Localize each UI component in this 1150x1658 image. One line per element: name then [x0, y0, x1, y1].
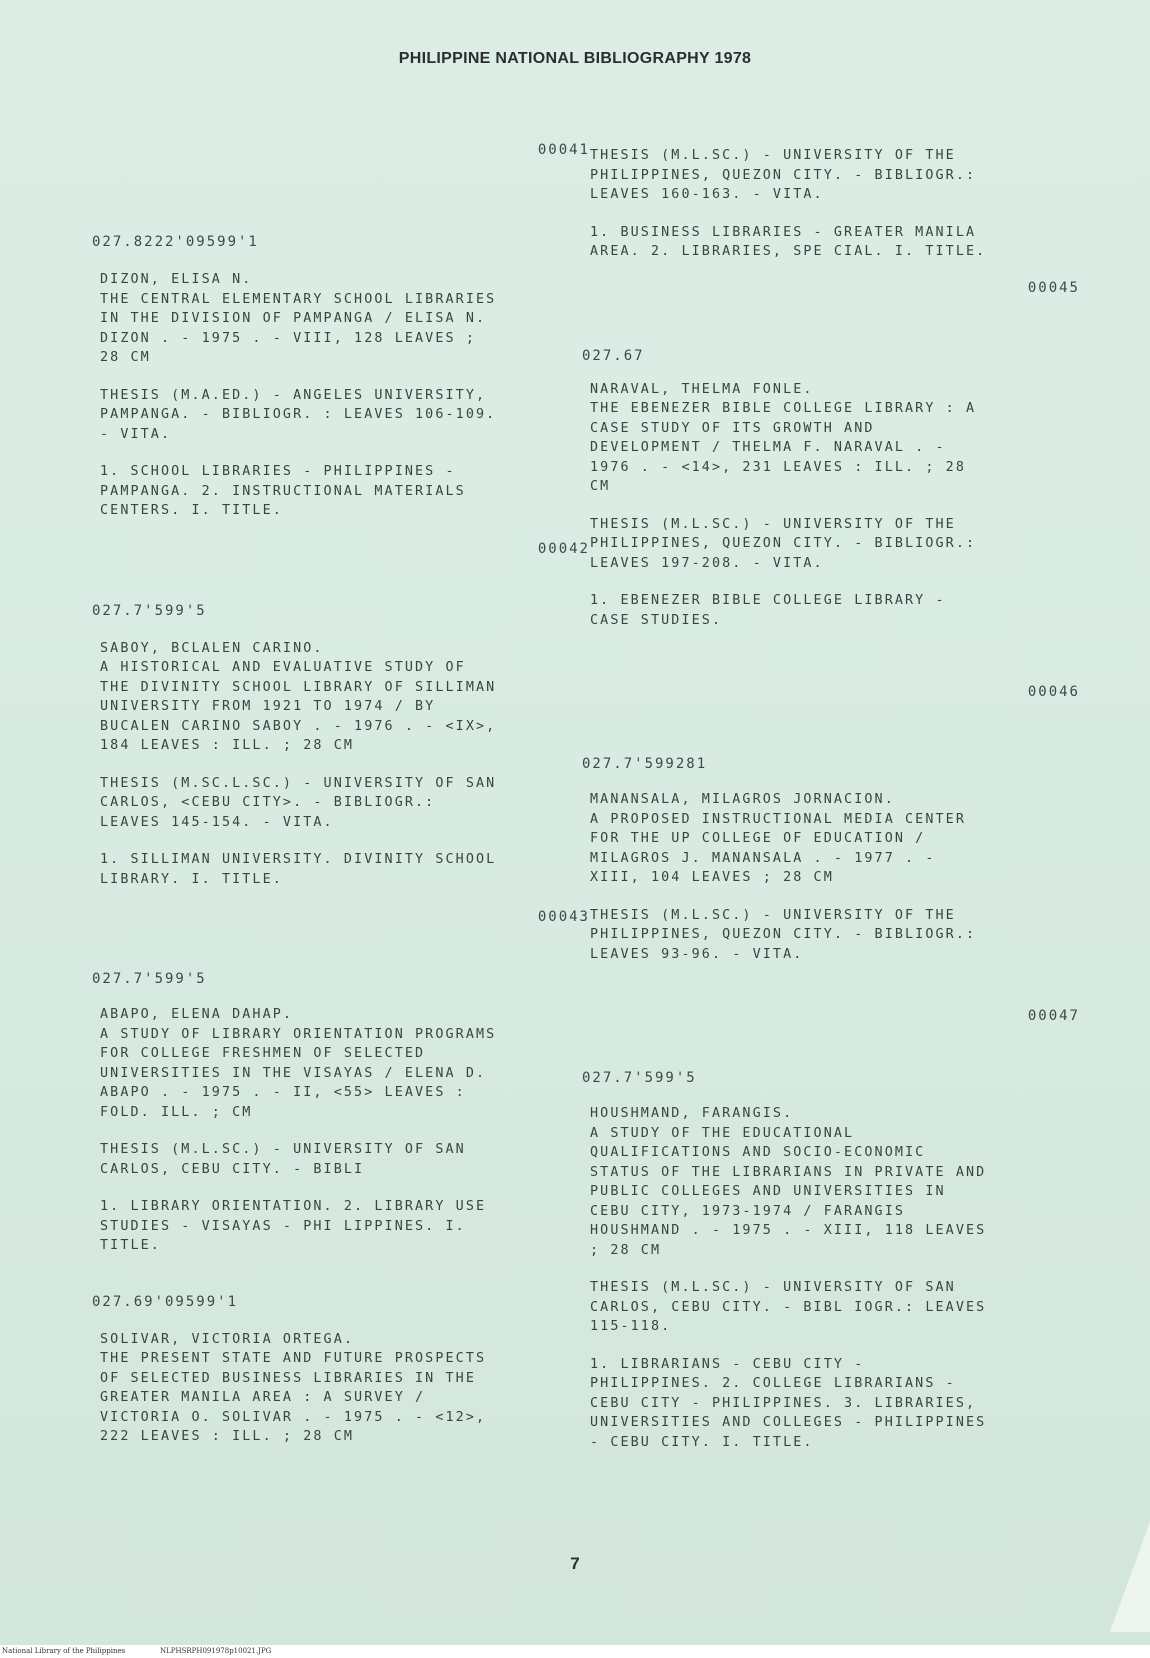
entry-description: SOLIVAR, VICTORIA ORTEGA. THE PRESENT STATE AND FUTURE PROSPECTS OF SELECTED BUSINESS LIBRARIES IN THE GREATER MANILA AREA : A SURVEY / VICTORIA O. SOLIVAR . - 1975 . - <12>, 222 LEAVES : ILL. ; 28 CM	[100, 1331, 487, 1444]
scan-source-label: National Library of the Philippines	[2, 1647, 126, 1655]
entry-subjects: 1. SCHOOL LIBRARIES - PHILIPPINES - PAMPANGA. 2. INSTRUCTIONAL MATERIALS CENTERS. I. TITLE.	[100, 464, 466, 518]
entry-subjects: 1. LIBRARY ORIENTATION. 2. LIBRARY USE STUDIES - VISAYAS - PHI LIPPINES. I. TITLE.	[100, 1199, 487, 1253]
entry-description: ABAPO, ELENA DAHAP. A STUDY OF LIBRARY ORIENTATION PROGRAMS FOR COLLEGE FRESHMEN OF SELECTED UNIVERSITIES IN THE VISAYAS / ELENA D. ABAPO . - 1975 . - II, <55> LEAVES : FOLD. ILL. ; CM	[100, 1007, 497, 1120]
entry-thesis-note: THESIS (M.A.ED.) - ANGELES UNIVERSITY, PAMPANGA. - BIBLIOGR. : LEAVES 106-109. - VITA.	[100, 387, 497, 442]
classification-number: 027.7'599'5	[92, 602, 207, 619]
entry-description: HOUSHMAND, FARANGIS. A STUDY OF THE EDUCATIONAL QUALIFICATIONS AND SOCIO-ECONOMIC STATUS OF THE LIBRARIANS IN PRIVATE AND PUBLIC COLLEGES AND UNIVERSITIES IN CEBU CITY, 1973-1974 / FARANGIS HOUSHMAND . - 1975 . - XIII, 118 LEAVES ; 28 CM	[590, 1106, 987, 1258]
page-header: PHILIPPINE NATIONAL BIBLIOGRAPHY 1978	[398, 50, 752, 67]
classification-number: 027.69'09599'1	[92, 1293, 239, 1310]
entry-00041	[92, 232, 570, 521]
classification-number: 027.7'599281	[582, 756, 708, 772]
right-column	[582, 146, 1080, 1452]
entry-subjects: 1. LIBRARIANS - CEBU CITY - PHILIPPINES. 2. COLLEGE LIBRARIANS - CEBU CITY - PHILIPPINES. 3. LIBRARIES, UNIVERSITIES AND COLLEGES - PHILIPPINES - CEBU CITY. I. TITLE.	[590, 1356, 987, 1450]
entry-description: DIZON, ELISA N. THE CENTRAL ELEMENTARY SCHOOL LIBRARIES IN THE DIVISION OF PAMPANGA / ELISA N. DIZON . - 1975 . - VIII, 128 LEAVES ; 28 CM	[100, 272, 497, 365]
entry-subjects: 1. SILLIMAN UNIVERSITY. DIVINITY SCHOOL LIBRARY. I. TITLE.	[100, 852, 497, 887]
entry-number: 00041	[537, 142, 590, 158]
entry-subjects: 1. EBENEZER BIBLE COLLEGE LIBRARY - CASE STUDIES.	[590, 593, 946, 628]
entry-thesis-note: THESIS (M.L.SC.) - UNIVERSITY OF THE PHILIPPINES, QUEZON CITY. - BIBLIOGR.: LEAVES 160-163. - VITA.	[590, 148, 977, 202]
entry-00046	[582, 754, 1060, 964]
entry-00047	[582, 1068, 1060, 1452]
classification-number: 027.7'599'5	[92, 971, 207, 987]
entry-number: 00047	[1027, 1008, 1080, 1024]
classification-number: 027.7'599'5	[582, 1070, 697, 1086]
entry-description: MANANSALA, MILAGROS JORNACION. A PROPOSED INSTRUCTIONAL MEDIA CENTER FOR THE UP COLLEGE OF EDUCATION / MILAGROS J. MANANSALA . - 1977 . - XIII, 104 LEAVES ; 28 CM	[590, 792, 966, 885]
entry-00042	[92, 601, 570, 890]
entry-subjects: 1. BUSINESS LIBRARIES - GREATER MANILA AREA. 2. LIBRARIES, SPE CIAL. I. TITLE.	[590, 224, 987, 259]
entry-description: SABOY, BCLALEN CARINO. A HISTORICAL AND EVALUATIVE STUDY OF THE DIVINITY SCHOOL LIBRARY OF SILLIMAN UNIVERSITY FROM 1921 TO 1974 / BY BUCALEN CARINO SABOY . - 1976 . - <IX>, 184 LEAVES : ILL. ; 28 CM	[100, 640, 497, 753]
entry-number: 00046	[1027, 684, 1080, 700]
entry-number: 00043	[537, 909, 590, 925]
entry-thesis-note: THESIS (M.L.SC.) - UNIVERSITY OF SAN CARLOS, CEBU CITY. - BIBLI	[100, 1142, 466, 1177]
entry-00044	[92, 1292, 570, 1447]
scan-footer-strip	[0, 1645, 1150, 1658]
entry-number: 00042	[537, 540, 590, 557]
entry-number: 00045	[1027, 279, 1080, 296]
entry-thesis-note: THESIS (M.L.SC.) - UNIVERSITY OF THE PHILIPPINES, QUEZON CITY. - BIBLIOGR.: LEAVES 93-96. - VITA.	[590, 907, 977, 962]
classification-number: 027.67	[582, 347, 645, 364]
page-number: 7	[570, 1554, 580, 1573]
entry-00045	[582, 346, 1060, 631]
page-curl	[1110, 1522, 1150, 1632]
left-column	[92, 140, 590, 1447]
entry-description: NARAVAL, THELMA FONLE. THE EBENEZER BIBLE COLLEGE LIBRARY : A CASE STUDY OF ITS GROWTH AND DEVELOPMENT / THELMA F. NARAVAL . - 1976 . - <14>, 231 LEAVES : ILL. ; 28 CM	[590, 381, 977, 494]
entry-00043	[92, 969, 570, 1256]
scan-file-name: NLPHSRPH091978p10021.JPG	[160, 1647, 272, 1655]
entry-thesis-note: THESIS (M.SC.L.SC.) - UNIVERSITY OF SAN CARLOS, <CEBU CITY>. - BIBLIOGR.: LEAVES 145-154. - VITA.	[100, 775, 497, 830]
entry-thesis-note: THESIS (M.L.SC.) - UNIVERSITY OF THE PHILIPPINES, QUEZON CITY. - BIBLIOGR.: LEAVES 197-208. - VITA.	[590, 516, 977, 571]
classification-number: 027.8222'09599'1	[92, 234, 259, 250]
entry-thesis-note: THESIS (M.L.SC.) - UNIVERSITY OF SAN CARLOS, CEBU CITY. - BIBL IOGR.: LEAVES 115-118.	[590, 1280, 987, 1334]
